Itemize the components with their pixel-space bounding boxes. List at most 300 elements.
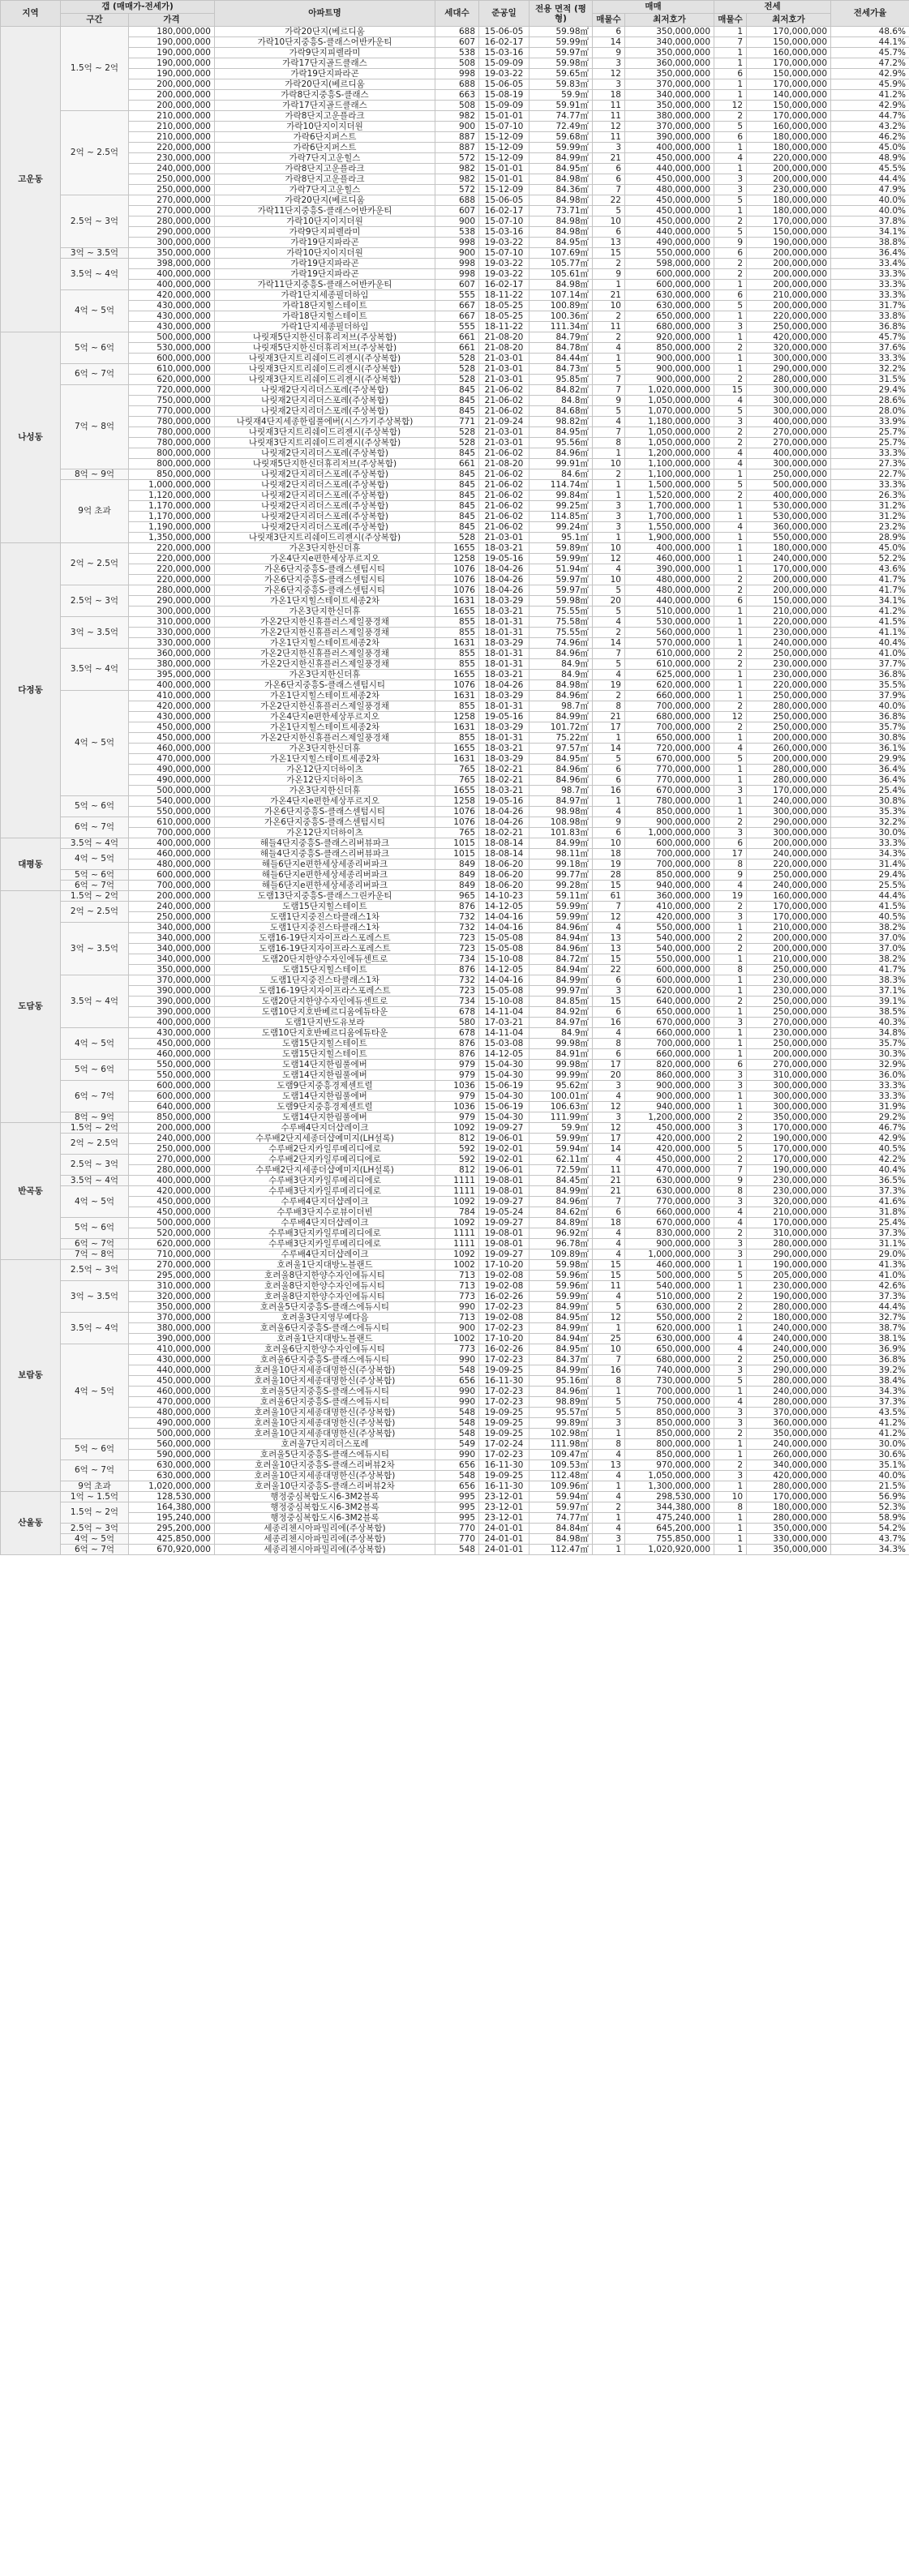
gap-range-cell: 1억 ~ 1.5억 bbox=[61, 1492, 129, 1502]
households-cell: 1111 bbox=[435, 1228, 479, 1239]
sale-min-price-cell: 450,000,000 bbox=[625, 153, 714, 164]
sale-count-cell: 4 bbox=[593, 923, 625, 933]
jeonse-count-cell: 2 bbox=[714, 1429, 747, 1439]
sale-min-price-cell: 410,000,000 bbox=[625, 902, 714, 912]
gap-value-cell: 410,000,000 bbox=[129, 1344, 215, 1355]
sale-min-price-cell: 1,100,000,000 bbox=[625, 459, 714, 469]
apt-name-cell: 가락18단지힐스테이트 bbox=[215, 301, 435, 311]
jeonse-ratio-cell: 30.6% bbox=[831, 1450, 909, 1460]
jeonse-ratio-cell: 44.4% bbox=[831, 174, 909, 185]
jeonse-min-price-cell: 220,000,000 bbox=[747, 617, 831, 628]
households-cell: 887 bbox=[435, 132, 479, 143]
built-date-cell: 18-04-26 bbox=[479, 807, 530, 817]
apt-name-cell: 나릿재3단지트리쉐이드리젠시(주상복합) bbox=[215, 375, 435, 385]
built-date-cell: 18-03-21 bbox=[479, 606, 530, 617]
table-row bbox=[1, 290, 909, 301]
jeonse-ratio-cell: 41.5% bbox=[831, 902, 909, 912]
jeonse-count-cell: 4 bbox=[714, 459, 747, 469]
sale-min-price-cell: 460,000,000 bbox=[625, 1260, 714, 1271]
jeonse-count-cell: 2 bbox=[714, 902, 747, 912]
built-date-cell: 23-12-01 bbox=[479, 1502, 530, 1513]
sale-min-price-cell: 550,000,000 bbox=[625, 1313, 714, 1323]
households-cell: 713 bbox=[435, 1281, 479, 1292]
jeonse-count-cell: 1 bbox=[714, 691, 747, 701]
jeonse-count-cell: 1 bbox=[714, 1049, 747, 1060]
households-cell: 713 bbox=[435, 1313, 479, 1323]
jeonse-count-cell: 5 bbox=[714, 301, 747, 311]
households-cell: 990 bbox=[435, 1450, 479, 1460]
sale-min-price-cell: 298,530,000 bbox=[625, 1492, 714, 1502]
households-cell: 845 bbox=[435, 469, 479, 480]
gap-value-cell: 360,000,000 bbox=[129, 649, 215, 659]
gap-value-cell: 530,000,000 bbox=[129, 343, 215, 354]
sale-count-cell: 1 bbox=[593, 1387, 625, 1397]
households-cell: 979 bbox=[435, 1112, 479, 1123]
table-row bbox=[1, 997, 909, 1007]
gap-value-cell: 390,000,000 bbox=[129, 997, 215, 1007]
sale-count-cell: 6 bbox=[593, 164, 625, 174]
households-cell: 1258 bbox=[435, 554, 479, 564]
sale-count-cell: 6 bbox=[593, 227, 625, 238]
gap-value-cell: 450,000,000 bbox=[129, 722, 215, 733]
households-cell: 548 bbox=[435, 1365, 479, 1376]
jeonse-min-price-cell: 170,000,000 bbox=[747, 564, 831, 575]
area-cell: 59.94㎡ bbox=[530, 1492, 593, 1502]
table-row bbox=[1, 722, 909, 733]
jeonse-count-cell: 1 bbox=[714, 48, 747, 58]
gap-range-cell: 7억 ~ 8억 bbox=[61, 1249, 129, 1260]
built-date-cell: 17-02-23 bbox=[479, 1323, 530, 1334]
jeonse-min-price-cell: 150,000,000 bbox=[747, 227, 831, 238]
area-cell: 84.98㎡ bbox=[530, 227, 593, 238]
jeonse-min-price-cell: 300,000,000 bbox=[747, 354, 831, 364]
jeonse-count-cell: 1 bbox=[714, 796, 747, 807]
jeonse-ratio-cell: 31.2% bbox=[831, 501, 909, 512]
gap-value-cell: 270,000,000 bbox=[129, 195, 215, 206]
jeonse-ratio-cell: 29.4% bbox=[831, 385, 909, 396]
table-row bbox=[1, 1365, 909, 1376]
jeonse-min-price-cell: 200,000,000 bbox=[747, 733, 831, 744]
area-cell: 59.96㎡ bbox=[530, 1281, 593, 1292]
sale-count-cell: 1 bbox=[593, 480, 625, 491]
sale-min-price-cell: 380,000,000 bbox=[625, 111, 714, 122]
jeonse-count-cell: 4 bbox=[714, 522, 747, 533]
jeonse-ratio-cell: 25.7% bbox=[831, 427, 909, 438]
header-sale-min-price: 최저호가 bbox=[625, 14, 714, 27]
built-date-cell: 15-04-30 bbox=[479, 1112, 530, 1123]
sale-count-cell: 14 bbox=[593, 638, 625, 649]
sale-count-cell: 6 bbox=[593, 1207, 625, 1218]
sale-count-cell: 2 bbox=[593, 259, 625, 269]
sale-count-cell: 13 bbox=[593, 944, 625, 954]
gap-range-cell: 1.5억 ~ 2억 bbox=[61, 1123, 129, 1134]
gap-value-cell: 128,530,000 bbox=[129, 1492, 215, 1502]
sale-min-price-cell: 350,000,000 bbox=[625, 101, 714, 111]
table-row bbox=[1, 765, 909, 775]
sale-count-cell: 21 bbox=[593, 290, 625, 301]
sale-min-price-cell: 490,000,000 bbox=[625, 238, 714, 248]
jeonse-count-cell: 1 bbox=[714, 280, 747, 290]
header-gap-group: 갭 (매매가-전세가) bbox=[61, 1, 215, 14]
jeonse-ratio-cell: 52.3% bbox=[831, 1502, 909, 1513]
sale-min-price-cell: 940,000,000 bbox=[625, 1102, 714, 1112]
sale-min-price-cell: 450,000,000 bbox=[625, 1155, 714, 1165]
built-date-cell: 19-03-22 bbox=[479, 69, 530, 79]
built-date-cell: 14-12-05 bbox=[479, 902, 530, 912]
jeonse-min-price-cell: 230,000,000 bbox=[747, 670, 831, 680]
table-row bbox=[1, 754, 909, 765]
jeonse-min-price-cell: 170,000,000 bbox=[747, 912, 831, 923]
jeonse-count-cell: 3 bbox=[714, 322, 747, 332]
sale-min-price-cell: 610,000,000 bbox=[625, 659, 714, 670]
apt-name-cell: 가온6단지중흥S-클래스센텀시티 bbox=[215, 564, 435, 575]
jeonse-min-price-cell: 220,000,000 bbox=[747, 680, 831, 691]
header-households: 세대수 bbox=[435, 1, 479, 27]
apt-name-cell: 가온6단지중흥S-클래스센텀시티 bbox=[215, 680, 435, 691]
jeonse-ratio-cell: 27.3% bbox=[831, 459, 909, 469]
households-cell: 770 bbox=[435, 1524, 479, 1534]
sale-min-price-cell: 440,000,000 bbox=[625, 596, 714, 606]
built-date-cell: 15-04-30 bbox=[479, 1091, 530, 1102]
jeonse-count-cell: 2 bbox=[714, 1302, 747, 1313]
jeonse-count-cell: 4 bbox=[714, 448, 747, 459]
sale-min-price-cell: 450,000,000 bbox=[625, 174, 714, 185]
table-row bbox=[1, 817, 909, 828]
sale-min-price-cell: 680,000,000 bbox=[625, 322, 714, 332]
sale-count-cell: 5 bbox=[593, 659, 625, 670]
jeonse-count-cell: 1 bbox=[714, 670, 747, 680]
jeonse-count-cell: 1 bbox=[714, 680, 747, 691]
sale-count-cell: 4 bbox=[593, 1155, 625, 1165]
apt-name-cell: 나릿재3단지트리쉐이드리젠시(주상복합) bbox=[215, 427, 435, 438]
area-cell: 99.91㎡ bbox=[530, 459, 593, 469]
apt-name-cell: 가온3단지한신더휴 bbox=[215, 744, 435, 754]
table-row bbox=[1, 79, 909, 90]
sale-count-cell: 2 bbox=[593, 691, 625, 701]
sale-count-cell: 11 bbox=[593, 101, 625, 111]
gap-value-cell: 425,850,000 bbox=[129, 1534, 215, 1545]
table-row bbox=[1, 859, 909, 870]
gap-value-cell: 280,000,000 bbox=[129, 1165, 215, 1176]
gap-value-cell: 400,000,000 bbox=[129, 280, 215, 290]
apt-name-cell: 가온1단지힐스테이트세종2차 bbox=[215, 638, 435, 649]
gap-value-cell: 310,000,000 bbox=[129, 1281, 215, 1292]
apt-name-cell: 도램9단지중흥경제센트럴 bbox=[215, 1081, 435, 1091]
area-cell: 84.37㎡ bbox=[530, 1355, 593, 1365]
sale-min-price-cell: 440,000,000 bbox=[625, 227, 714, 238]
jeonse-ratio-cell: 36.1% bbox=[831, 744, 909, 754]
jeonse-min-price-cell: 200,000,000 bbox=[747, 585, 831, 596]
jeonse-count-cell: 3 bbox=[714, 1239, 747, 1249]
jeonse-min-price-cell: 190,000,000 bbox=[747, 1134, 831, 1144]
jeonse-ratio-cell: 38.7% bbox=[831, 1323, 909, 1334]
apt-name-cell: 가락10단지이지더원 bbox=[215, 122, 435, 132]
sale-min-price-cell: 560,000,000 bbox=[625, 628, 714, 638]
table-row bbox=[1, 459, 909, 469]
sale-count-cell: 1 bbox=[593, 796, 625, 807]
area-cell: 109.53㎡ bbox=[530, 1460, 593, 1471]
built-date-cell: 15-01-01 bbox=[479, 111, 530, 122]
table-row bbox=[1, 807, 909, 817]
households-cell: 982 bbox=[435, 111, 479, 122]
table-row bbox=[1, 554, 909, 564]
apt-name-cell: 가온2단지한신휴플러스제일풍경채 bbox=[215, 701, 435, 712]
built-date-cell: 16-11-30 bbox=[479, 1481, 530, 1492]
households-cell: 784 bbox=[435, 1207, 479, 1218]
area-cell: 84.96㎡ bbox=[530, 944, 593, 954]
gap-value-cell: 600,000,000 bbox=[129, 1091, 215, 1102]
sale-min-price-cell: 750,000,000 bbox=[625, 1397, 714, 1408]
region-cell: 나성동 bbox=[1, 332, 61, 543]
households-cell: 855 bbox=[435, 628, 479, 638]
jeonse-count-cell: 1 bbox=[714, 628, 747, 638]
jeonse-count-cell: 2 bbox=[714, 438, 747, 448]
sale-min-price-cell: 850,000,000 bbox=[625, 1408, 714, 1418]
jeonse-count-cell: 2 bbox=[714, 343, 747, 354]
area-cell: 107.69㎡ bbox=[530, 248, 593, 259]
gap-value-cell: 380,000,000 bbox=[129, 1323, 215, 1334]
gap-value-cell: 460,000,000 bbox=[129, 1387, 215, 1397]
sale-min-price-cell: 860,000,000 bbox=[625, 1070, 714, 1081]
sale-min-price-cell: 650,000,000 bbox=[625, 1007, 714, 1018]
gap-value-cell: 620,000,000 bbox=[129, 375, 215, 385]
jeonse-count-cell: 1 bbox=[714, 1260, 747, 1271]
gap-value-cell: 190,000,000 bbox=[129, 48, 215, 58]
gap-range-cell: 6억 ~ 7억 bbox=[61, 1081, 129, 1112]
households-cell: 1655 bbox=[435, 543, 479, 554]
jeonse-count-cell: 2 bbox=[714, 817, 747, 828]
gap-range-cell: 2.5억 ~ 3억 bbox=[61, 1260, 129, 1281]
jeonse-ratio-cell: 41.0% bbox=[831, 649, 909, 659]
sale-min-price-cell: 1,000,000,000 bbox=[625, 1249, 714, 1260]
built-date-cell: 18-11-22 bbox=[479, 322, 530, 332]
jeonse-count-cell: 5 bbox=[714, 406, 747, 417]
sale-count-cell: 10 bbox=[593, 216, 625, 227]
gap-value-cell: 780,000,000 bbox=[129, 417, 215, 427]
table-row bbox=[1, 1060, 909, 1070]
jeonse-min-price-cell: 240,000,000 bbox=[747, 638, 831, 649]
sale-count-cell: 21 bbox=[593, 1176, 625, 1186]
built-date-cell: 21-03-01 bbox=[479, 533, 530, 543]
built-date-cell: 18-03-21 bbox=[479, 670, 530, 680]
gap-range-cell: 6억 ~ 7억 bbox=[61, 1460, 129, 1481]
apt-name-cell: 가온3단지한신더휴 bbox=[215, 670, 435, 680]
area-cell: 98.98㎡ bbox=[530, 807, 593, 817]
apt-name-cell: 가온1단지힐스테이트세종2차 bbox=[215, 722, 435, 733]
table-header bbox=[1, 1, 909, 27]
sale-count-cell: 2 bbox=[593, 469, 625, 480]
jeonse-min-price-cell: 420,000,000 bbox=[747, 332, 831, 343]
gap-value-cell: 210,000,000 bbox=[129, 132, 215, 143]
area-cell: 108.98㎡ bbox=[530, 817, 593, 828]
built-date-cell: 18-01-31 bbox=[479, 628, 530, 638]
jeonse-count-cell: 1 bbox=[714, 501, 747, 512]
jeonse-ratio-cell: 37.3% bbox=[831, 1292, 909, 1302]
jeonse-min-price-cell: 270,000,000 bbox=[747, 438, 831, 448]
jeonse-min-price-cell: 250,000,000 bbox=[747, 870, 831, 881]
sale-count-cell: 4 bbox=[593, 617, 625, 628]
jeonse-ratio-cell: 33.3% bbox=[831, 280, 909, 290]
area-cell: 59.9㎡ bbox=[530, 1123, 593, 1134]
households-cell: 845 bbox=[435, 396, 479, 406]
jeonse-min-price-cell: 270,000,000 bbox=[747, 1060, 831, 1070]
area-cell: 59.99㎡ bbox=[530, 554, 593, 564]
jeonse-min-price-cell: 250,000,000 bbox=[747, 997, 831, 1007]
area-cell: 98.7㎡ bbox=[530, 701, 593, 712]
jeonse-min-price-cell: 300,000,000 bbox=[747, 385, 831, 396]
jeonse-ratio-cell: 44.4% bbox=[831, 891, 909, 902]
jeonse-ratio-cell: 36.8% bbox=[831, 1355, 909, 1365]
sale-count-cell: 3 bbox=[593, 522, 625, 533]
built-date-cell: 18-05-25 bbox=[479, 311, 530, 322]
apt-name-cell: 가온2단지한신휴플러스제일풍경채 bbox=[215, 659, 435, 670]
built-date-cell: 23-12-01 bbox=[479, 1492, 530, 1502]
sale-min-price-cell: 1,300,000,000 bbox=[625, 1481, 714, 1492]
households-cell: 607 bbox=[435, 206, 479, 216]
sale-min-price-cell: 420,000,000 bbox=[625, 912, 714, 923]
gap-value-cell: 340,000,000 bbox=[129, 944, 215, 954]
area-cell: 99.25㎡ bbox=[530, 501, 593, 512]
sale-min-price-cell: 1,050,000,000 bbox=[625, 438, 714, 448]
households-cell: 734 bbox=[435, 997, 479, 1007]
built-date-cell: 18-03-29 bbox=[479, 754, 530, 765]
apt-name-cell: 호려울3단지영무예다음 bbox=[215, 1313, 435, 1323]
households-cell: 678 bbox=[435, 1007, 479, 1018]
jeonse-count-cell: 1 bbox=[714, 469, 747, 480]
table-row bbox=[1, 259, 909, 269]
jeonse-ratio-cell: 41.2% bbox=[831, 90, 909, 101]
gap-value-cell: 850,000,000 bbox=[129, 1112, 215, 1123]
built-date-cell: 19-09-27 bbox=[479, 1218, 530, 1228]
sale-count-cell: 6 bbox=[593, 775, 625, 786]
gap-value-cell: 430,000,000 bbox=[129, 301, 215, 311]
apt-name-cell: 호려울10단지세종대명한신(주상복합) bbox=[215, 1471, 435, 1481]
table-row bbox=[1, 269, 909, 280]
gap-value-cell: 200,000,000 bbox=[129, 101, 215, 111]
area-cell: 59.65㎡ bbox=[530, 69, 593, 79]
jeonse-ratio-cell: 43.6% bbox=[831, 564, 909, 575]
built-date-cell: 15-07-10 bbox=[479, 122, 530, 132]
gap-range-cell: 4억 ~ 5억 bbox=[61, 691, 129, 796]
area-cell: 84.72㎡ bbox=[530, 954, 593, 965]
apt-name-cell: 호려울8단지한양수자인에듀시티 bbox=[215, 1281, 435, 1292]
apt-name-cell: 호려울10단지세종대명한신(주상복합) bbox=[215, 1418, 435, 1429]
households-cell: 1092 bbox=[435, 1249, 479, 1260]
gap-value-cell: 450,000,000 bbox=[129, 733, 215, 744]
sale-min-price-cell: 550,000,000 bbox=[625, 954, 714, 965]
jeonse-count-cell: 4 bbox=[714, 1334, 747, 1344]
built-date-cell: 16-02-17 bbox=[479, 206, 530, 216]
jeonse-count-cell: 1 bbox=[714, 206, 747, 216]
table-row bbox=[1, 585, 909, 596]
area-cell: 101.83㎡ bbox=[530, 828, 593, 838]
sale-min-price-cell: 1,020,920,000 bbox=[625, 1545, 714, 1555]
built-date-cell: 21-09-24 bbox=[479, 417, 530, 427]
jeonse-ratio-cell: 33.9% bbox=[831, 417, 909, 427]
apt-name-cell: 가온3단지한신더휴 bbox=[215, 786, 435, 796]
apt-name-cell: 호려울6단지중흥S-클래스에듀시티 bbox=[215, 1323, 435, 1334]
apt-name-cell: 도램1단지중진스타클래스1차 bbox=[215, 975, 435, 986]
households-cell: 528 bbox=[435, 533, 479, 543]
area-cell: 96.92㎡ bbox=[530, 1228, 593, 1239]
jeonse-ratio-cell: 33.3% bbox=[831, 1081, 909, 1091]
jeonse-min-price-cell: 170,000,000 bbox=[747, 1144, 831, 1155]
table-row bbox=[1, 775, 909, 786]
built-date-cell: 18-06-20 bbox=[479, 881, 530, 891]
households-cell: 1655 bbox=[435, 606, 479, 617]
sale-min-price-cell: 598,000,000 bbox=[625, 259, 714, 269]
gap-range-cell: 4억 ~ 5억 bbox=[61, 1344, 129, 1439]
gap-value-cell: 800,000,000 bbox=[129, 459, 215, 469]
jeonse-ratio-cell: 33.3% bbox=[831, 290, 909, 301]
gap-value-cell: 200,000,000 bbox=[129, 90, 215, 101]
jeonse-count-cell: 5 bbox=[714, 195, 747, 206]
jeonse-count-cell: 5 bbox=[714, 480, 747, 491]
jeonse-min-price-cell: 310,000,000 bbox=[747, 1070, 831, 1081]
sale-min-price-cell: 610,000,000 bbox=[625, 649, 714, 659]
jeonse-ratio-cell: 33.3% bbox=[831, 838, 909, 849]
apt-name-cell: 수루배3단지수로뷰이더빈 bbox=[215, 1207, 435, 1218]
jeonse-min-price-cell: 260,000,000 bbox=[747, 744, 831, 754]
households-cell: 1655 bbox=[435, 744, 479, 754]
jeonse-count-cell: 1 bbox=[714, 1534, 747, 1545]
gap-value-cell: 1,190,000,000 bbox=[129, 522, 215, 533]
apt-name-cell: 세종리첸시아파밀리에(주상복합) bbox=[215, 1545, 435, 1555]
households-cell: 656 bbox=[435, 1481, 479, 1492]
apt-name-cell: 가락18단지힐스테이트 bbox=[215, 311, 435, 322]
jeonse-ratio-cell: 32.2% bbox=[831, 817, 909, 828]
gap-value-cell: 460,000,000 bbox=[129, 1049, 215, 1060]
apt-name-cell: 호려울10단지세종대명한신(주상복합) bbox=[215, 1408, 435, 1418]
area-cell: 59.68㎡ bbox=[530, 132, 593, 143]
jeonse-min-price-cell: 170,000,000 bbox=[747, 216, 831, 227]
households-cell: 812 bbox=[435, 1134, 479, 1144]
sale-min-price-cell: 660,000,000 bbox=[625, 691, 714, 701]
jeonse-min-price-cell: 530,000,000 bbox=[747, 501, 831, 512]
table-row bbox=[1, 206, 909, 216]
sale-min-price-cell: 625,000,000 bbox=[625, 670, 714, 680]
sale-count-cell: 4 bbox=[593, 1239, 625, 1249]
sale-min-price-cell: 1,050,000,000 bbox=[625, 396, 714, 406]
sale-count-cell: 12 bbox=[593, 1102, 625, 1112]
sale-min-price-cell: 390,000,000 bbox=[625, 564, 714, 575]
apt-name-cell: 가온6단지중흥S-클래스센텀시티 bbox=[215, 575, 435, 585]
jeonse-ratio-cell: 40.5% bbox=[831, 1144, 909, 1155]
table-row bbox=[1, 670, 909, 680]
area-cell: 84.98㎡ bbox=[530, 1534, 593, 1545]
apt-name-cell: 수루배2단지세종더샵예미지(LH설록) bbox=[215, 1165, 435, 1176]
jeonse-ratio-cell: 36.8% bbox=[831, 322, 909, 332]
gap-range-cell: 2억 ~ 2.5억 bbox=[61, 111, 129, 195]
gap-value-cell: 280,000,000 bbox=[129, 585, 215, 596]
jeonse-ratio-cell: 31.5% bbox=[831, 375, 909, 385]
gap-value-cell: 450,000,000 bbox=[129, 1207, 215, 1218]
sale-count-cell: 10 bbox=[593, 575, 625, 585]
jeonse-min-price-cell: 280,000,000 bbox=[747, 775, 831, 786]
jeonse-count-cell: 3 bbox=[714, 417, 747, 427]
jeonse-count-cell: 3 bbox=[714, 1197, 747, 1207]
area-cell: 84.99㎡ bbox=[530, 838, 593, 849]
jeonse-min-price-cell: 270,000,000 bbox=[747, 427, 831, 438]
jeonse-count-cell: 2 bbox=[714, 269, 747, 280]
jeonse-min-price-cell: 280,000,000 bbox=[747, 1513, 831, 1524]
built-date-cell: 21-06-02 bbox=[479, 501, 530, 512]
table-row bbox=[1, 1545, 909, 1555]
households-cell: 592 bbox=[435, 1155, 479, 1165]
apt-name-cell: 가온4단지e편한세상푸르지오 bbox=[215, 796, 435, 807]
gap-value-cell: 490,000,000 bbox=[129, 765, 215, 775]
sale-count-cell: 3 bbox=[593, 1418, 625, 1429]
